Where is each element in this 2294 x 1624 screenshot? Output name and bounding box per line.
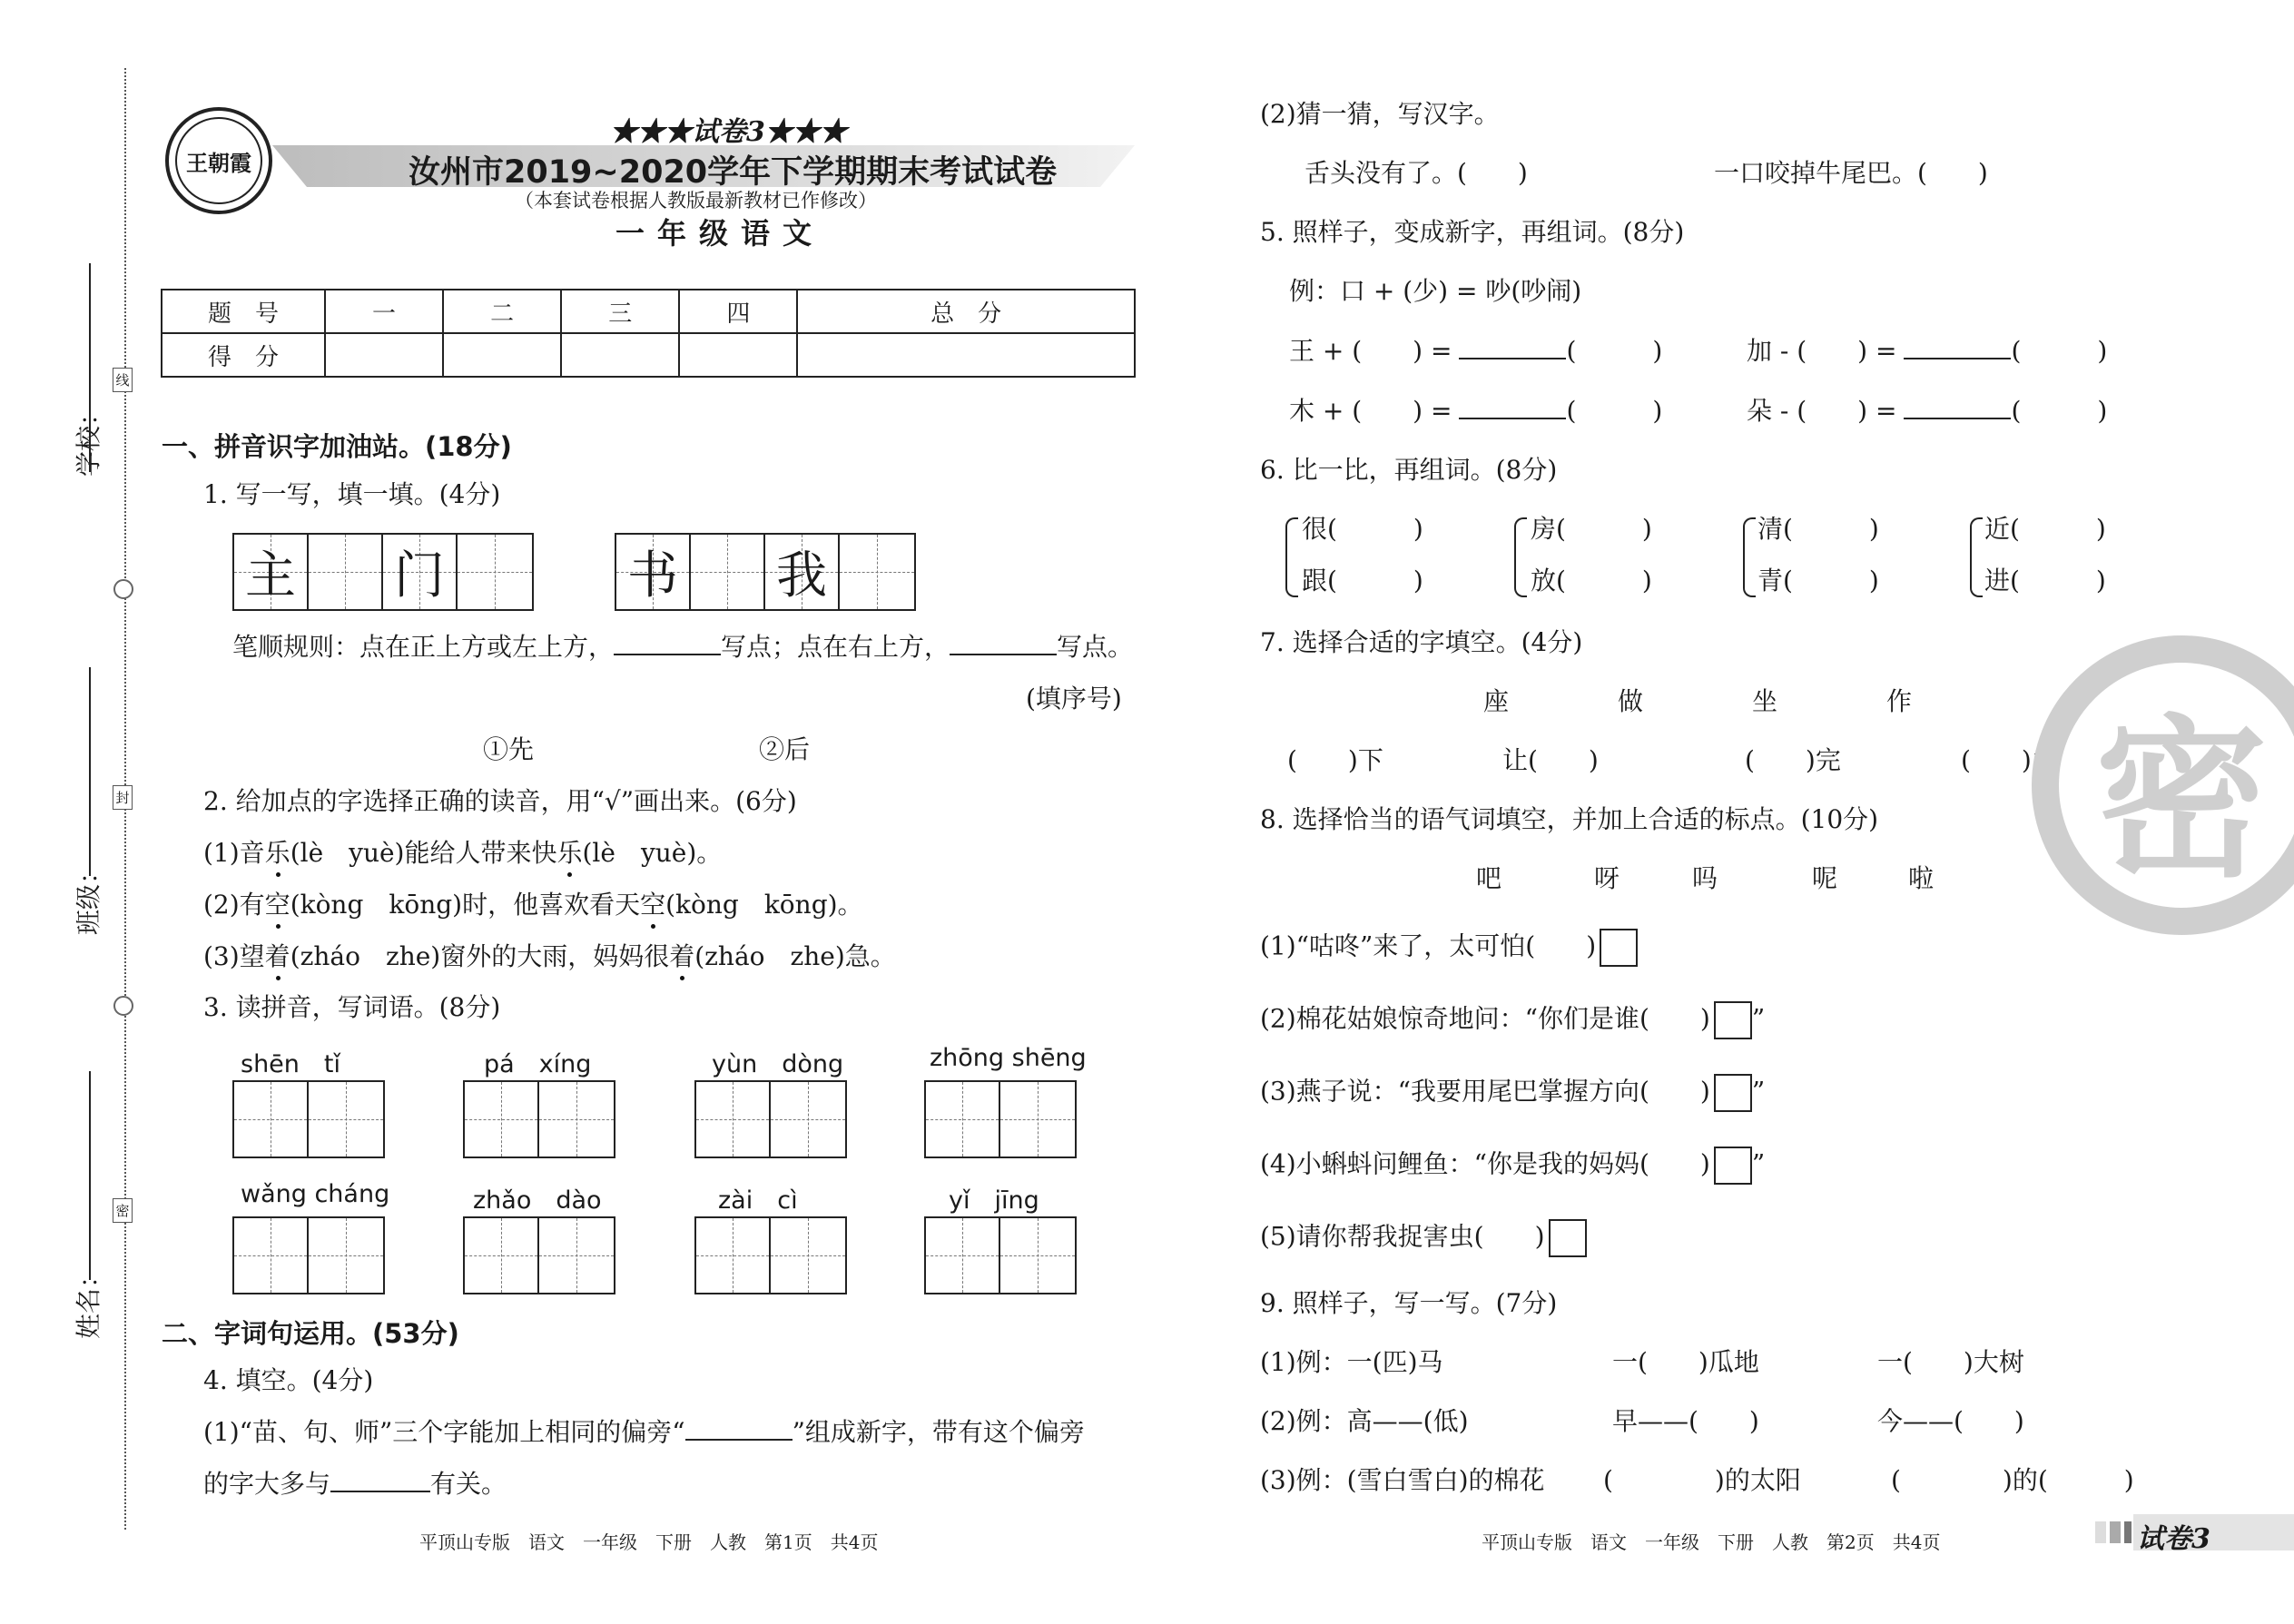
q8-item: (1)“咕咚”来了，太可怕( ) [1260,929,1638,967]
score-header: 一 [325,290,443,333]
q5-row-1b: 加 - ( ) = ( ) [1747,336,2108,366]
ornament-icon [113,579,133,599]
word-grid [232,1080,385,1158]
word-grid [463,1080,615,1158]
tag-squares-icon [2095,1521,2132,1543]
seal-mark-secret: 密 [113,1198,133,1223]
stamp-char: 密 [2094,699,2268,901]
q6-title: 6. 比一比，再组词。(8分) [1260,455,1558,485]
grid-cell[interactable] [691,535,765,609]
q8-option: 吧 [1476,863,1502,893]
word-grid [694,1216,847,1294]
q7-blank[interactable]: ( )下 [1287,745,1383,775]
q5-row-2b: 朵 - ( ) = ( ) [1747,396,2108,426]
stroke-blank-1[interactable] [614,632,721,655]
grid-cell[interactable] [309,1082,383,1156]
grid-char: 门 [394,546,445,605]
grid-cell[interactable] [926,1218,1000,1293]
grid-char [458,535,532,609]
grid-char [309,535,381,609]
stroke-blank-2[interactable] [950,632,1057,655]
word-grid [694,1080,847,1158]
q4-item-1: (1)“苗、句、师”三个字能加上相同的偏旁“ ”组成新字，带有这个偏旁 [203,1417,1085,1447]
badge: ★★★试卷3★★★ [610,116,847,148]
grid-cell[interactable] [539,1218,614,1293]
exam-title: 汝州市2019~2020学年下学期期末考试试卷 [409,154,1058,191]
pinyin-label: zhōng shēng [930,1044,1087,1072]
pinyin-label: yùn dòng [712,1050,844,1078]
grid-cell[interactable] [383,535,458,609]
grid-cell[interactable] [309,535,383,609]
q8-option: 呀 [1594,863,1620,893]
word-grid [463,1216,615,1294]
name-label: 姓名： [74,1262,103,1339]
q9-example-2: (2)例：高——(低) [1260,1406,1469,1436]
q8-option: 呢 [1812,863,1838,893]
new-char-blank[interactable] [1904,336,2011,359]
grid-cell[interactable] [465,1218,539,1293]
q5-row-1: 王 + ( ) = ( ) [1289,336,1663,366]
score-cell[interactable] [443,333,561,377]
q7-option: 坐 [1752,686,1778,716]
grid-cell[interactable] [696,1218,771,1293]
char-grid-b [615,533,916,611]
q8-title: 8. 选择恰当的语气词填空，并加上合适的标点。(10分) [1260,804,1879,834]
q8-option: 啦 [1908,863,1935,893]
page-footer-right: 平顶山专版 语文 一年级 下册 人教 第2页 共4页 [1482,1531,1941,1553]
score-row-label: 得 分 [162,333,325,377]
q9-blank[interactable]: 一( )大树 [1877,1347,2024,1377]
secret-stamp-icon [2032,635,2294,935]
dotted-char: 空 [264,890,290,920]
stroke-rule-line [232,631,1133,664]
grid-cell[interactable] [616,535,691,609]
score-header: 四 [679,290,797,333]
q5-example: 例：口 + (少) = 吵(吵闹) [1289,276,1582,306]
grid-char: 书 [627,546,678,605]
brace [1970,517,1983,597]
dotted-char: 乐 [556,838,583,868]
school-blank[interactable] [89,263,91,472]
char-grid-a [232,533,534,611]
grid-cell[interactable] [765,535,840,609]
class-blank[interactable] [89,667,91,876]
riddle-1: 舌头没有了。( ) [1305,158,1528,188]
pair-word: 很( ) [1302,514,1423,544]
q2-item-3: (3)望着(zháo zhe)窗外的大雨，妈妈很着(zháo zhe)急。 [203,941,896,971]
score-header-row [162,290,1135,333]
exam-tag-label: 试卷3 [2137,1523,2210,1555]
dotted-char: 空 [640,890,666,920]
section-1-heading: 一、拼音识字加油站。(18分) [162,431,512,462]
grade-title: 一年级语文 [615,216,825,251]
pair-word: 青( ) [1757,566,1879,595]
q9-blank[interactable]: 一( )瓜地 [1612,1347,1759,1377]
q9-title: 9. 照样子，写一写。(7分) [1260,1288,1558,1318]
riddle-2: 一口咬掉牛尾巴。( ) [1714,158,1988,188]
grid-cell[interactable] [465,1082,539,1156]
q7-blank[interactable]: 让( ) [1502,745,1599,775]
pair-word: 房( ) [1531,514,1652,544]
grid-cell[interactable] [539,1082,614,1156]
option-after: ②后 [759,734,811,764]
brace [1285,517,1298,597]
pinyin-label: pá xíng [484,1050,592,1078]
q7-blank[interactable]: ( )业 [1961,745,2057,775]
score-table [161,289,1136,378]
pinyin-label: zài cì [718,1186,798,1215]
punctuation-box[interactable] [1714,1147,1752,1185]
q4-item-1-cont: 的字大多与 有关。 [203,1469,507,1499]
pair-word: 放( ) [1531,566,1652,595]
grid-cell[interactable] [1000,1218,1075,1293]
section-2-heading: 二、字词句运用。(53分) [162,1318,459,1349]
q9-blank[interactable]: 今——( ) [1877,1406,2024,1436]
seal-mark-seal: 封 [113,785,133,810]
grid-char [691,535,763,609]
class-label: 班级： [74,858,103,935]
stroke-rule-b: 写点；点在右上方， [721,632,950,662]
punctuation-box[interactable] [1549,1219,1587,1257]
grid-cell[interactable] [1000,1082,1075,1156]
q7-title: 7. 选择合适的字填空。(4分) [1260,627,1583,657]
score-header: 二 [443,290,561,333]
q2-item-2: (2)有空(kòng kōng)时，他喜欢看天空(kòng kōng)。 [203,890,863,920]
q8-option: 吗 [1692,863,1718,893]
score-row [162,333,1135,377]
pair-word: 清( ) [1757,514,1879,544]
word-grid [232,1216,385,1294]
score-header: 总 分 [797,290,1135,333]
pinyin-label: wǎng cháng [241,1180,390,1208]
score-header: 题 号 [162,290,325,333]
stroke-rule-c: 写点。 [1057,632,1134,662]
grid-cell[interactable] [696,1082,771,1156]
q5-row-2: 木 + ( ) = ( ) [1289,396,1663,426]
q9-blank[interactable]: 早——( ) [1612,1406,1759,1436]
grid-cell[interactable] [771,1082,845,1156]
grid-cell[interactable] [771,1218,845,1293]
grid-cell[interactable] [234,1082,309,1156]
word-grid [924,1080,1077,1158]
grid-cell[interactable] [926,1082,1000,1156]
q8-item: (3)燕子说：“我要用尾巴掌握方向( ) ” [1260,1074,1765,1112]
q1-title: 1. 写一写，填一填。(4分) [203,479,501,509]
q2-title: 2. 给加点的字选择正确的读音，用“√”画出来。(6分) [203,786,797,816]
exam-subtitle: （本套试卷根据人教版最新教材已作修改） [515,190,877,212]
q4-title: 4. 填空。(4分) [203,1365,374,1395]
punctuation-box[interactable] [1714,1074,1752,1112]
q7-option: 座 [1483,686,1510,716]
grid-char: 我 [776,546,827,605]
q4-2-title: (2)猜一猜，写汉字。 [1260,99,1500,129]
q8-item: (5)请你帮我捉害虫( ) [1260,1219,1587,1257]
meaning-blank[interactable] [330,1469,430,1492]
q9-blank[interactable]: ( )的太阳 [1603,1465,1801,1495]
q7-blank[interactable]: ( )完 [1745,745,1841,775]
fill-order-note: (填序号) [1026,684,1122,714]
q8-item: (2)棉花姑娘惊奇地问：“你们是谁( ) ” [1260,1001,1765,1039]
score-cell[interactable] [679,333,797,377]
dotted-char: 着 [264,941,290,971]
name-blank[interactable] [89,1071,91,1280]
option-first: ①先 [483,734,535,764]
brace [1514,517,1527,597]
q9-example-1: (1)例：一(匹)马 [1260,1347,1443,1377]
punctuation-box[interactable] [1714,1001,1752,1039]
grid-cell[interactable] [840,535,914,609]
grid-cell[interactable] [234,1218,309,1293]
page-footer-left: 平顶山专版 语文 一年级 下册 人教 第1页 共4页 [419,1531,879,1553]
seal-mark-line: 线 [113,368,133,392]
stroke-rule-a: 笔顺规则：点在正上方或左上方， [232,632,615,662]
pinyin-label: zhǎo dào [473,1186,602,1215]
new-char-blank[interactable] [1459,336,1566,359]
dotted-char: 乐 [264,838,290,868]
punctuation-box[interactable] [1600,929,1638,967]
pinyin-label: yǐ jīng [949,1186,1039,1215]
q7-option: 作 [1886,686,1913,716]
score-header: 三 [561,290,679,333]
q3-title: 3. 读拼音，写词语。(8分) [203,992,501,1022]
new-char-blank[interactable] [1904,396,2011,419]
school-label: 学校： [74,399,103,477]
pair-word: 跟( ) [1302,566,1423,595]
word-grid [924,1216,1077,1294]
brace [1743,517,1756,597]
dotted-char: 着 [669,941,695,971]
score-cell[interactable] [561,333,679,377]
q8-item: (4)小蝌蚪问鲤鱼：“你是我的妈妈( ) ” [1260,1147,1765,1185]
grid-cell[interactable] [234,535,309,609]
grid-char [840,535,914,609]
score-cell[interactable] [797,333,1135,377]
ornament-icon [113,996,133,1016]
grid-cell[interactable] [309,1218,383,1293]
pair-word: 进( ) [1984,566,2106,595]
q9-example-3: (3)例：(雪白雪白)的棉花 [1260,1465,1545,1495]
score-cell[interactable] [325,333,443,377]
grid-cell[interactable] [458,535,532,609]
pair-word: 近( ) [1984,514,2106,544]
q2-item-1: (1)音乐(lè yuè)能给人带来快乐(lè yuè)。 [203,838,723,868]
q5-title: 5. 照样子，变成新字，再组词。(8分) [1260,217,1685,247]
new-char-blank[interactable] [1459,396,1566,419]
q7-option: 做 [1618,686,1644,716]
radical-blank[interactable] [685,1417,793,1441]
grid-char: 主 [245,546,296,605]
logo-icon [165,107,272,214]
logo-text: 王朝霞 [186,149,251,176]
q9-blank[interactable]: ( )的( ) [1891,1465,2134,1495]
pinyin-label: shēn tǐ [241,1050,340,1078]
